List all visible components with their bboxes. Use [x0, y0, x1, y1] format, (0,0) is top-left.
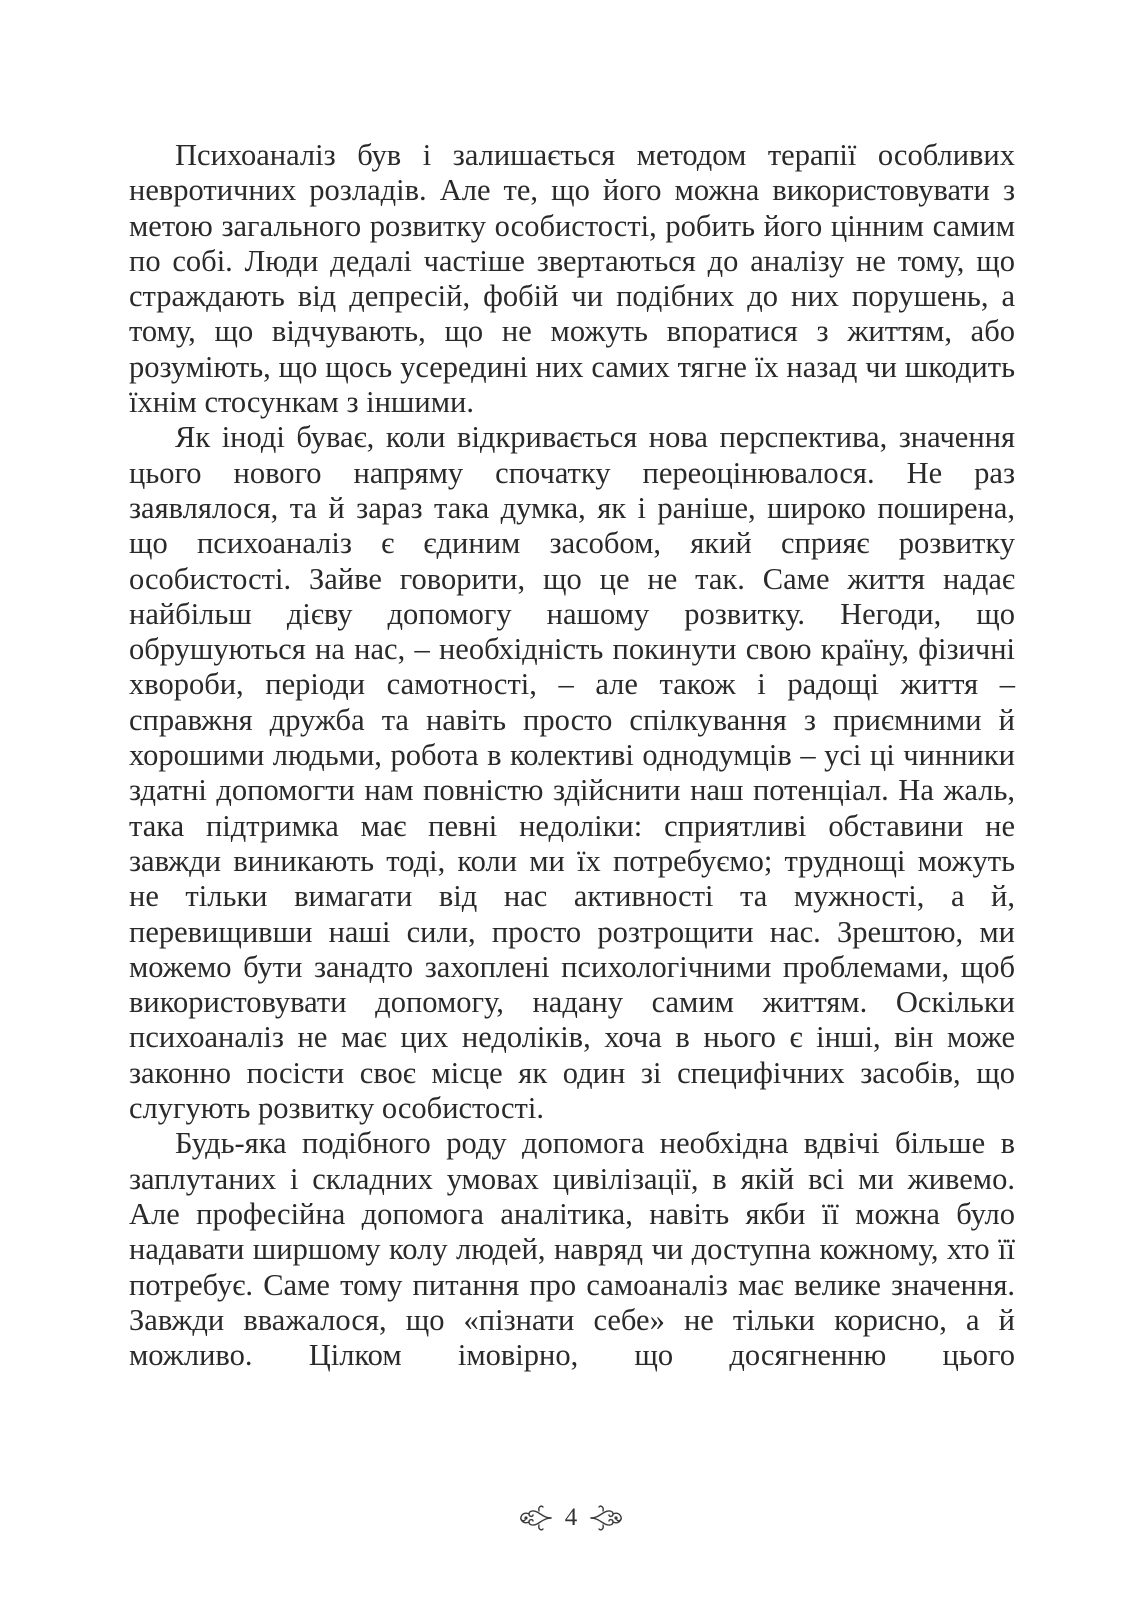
floral-flourish-left-icon: [517, 1503, 553, 1533]
paragraph-1: Психоаналіз був і залишається методом терапії особливих невротичних розладів. Але те, що його можна використовувати з метою загального розвитку особистості, робить його цінним самим по собі. Люди дедалі частіше звертаються до аналізу не тому, що страждають від депресій, фобій чи подібних до них порушень, а тому, що відчувають, що не можуть впоратися з життям, або розуміють, що щось усередині них самих тягне їх назад чи шкодить їхнім стосункам з іншими.: [129, 138, 1015, 420]
body-text: [129, 138, 1015, 1373]
page-number: 4: [564, 1504, 578, 1531]
page-footer: [0, 1500, 1142, 1536]
paragraph-2: Як іноді буває, коли відкривається нова перспектива, значення цього нового напряму спочатку переоцінювалося. Не раз заявлялося, та й зараз така думка, як і раніше, широко поширена, що психоаналіз є єдиним засобом, який сприяє розвитку особистості. Зайве говорити, що це не так. Саме життя надає найбільш дієву допомогу нашому розвитку. Негоди, що обрушуються на нас, – необхідність покинути свою країну, фізичні хвороби, періоди самотності, – але також і радощі життя – справжня дружба та навіть просто спілкування з приємними й хорошими людьми, робота в колективі однодумців – усі ці чинники здатні допомогти нам повністю здійснити наш потенціал. На жаль, така підтримка має певні недоліки: сприятливі обставини не завжди виникають тоді, коли ми їх потребуємо; труднощі можуть не тільки вимагати від нас активності та мужності, а й, перевищивши наші сили, просто розтрощити нас. Зрештою, ми можемо бути занадто захоплені психологічними проблемами, щоб використовувати допомогу, надану самим життям. Оскільки психоаналіз не має цих недоліків, хоча в нього є інші, він може законно посісти своє місце як один зі специфічних засобів, що слугують розвитку особистості.: [129, 420, 1015, 1126]
floral-flourish-right-icon: [589, 1503, 625, 1533]
paragraph-3: Будь-яка подібного роду допомога необхідна вдвічі більше в заплутаних і складних умовах цивілізації, в якій всі ми живемо. Але професійна допомога аналітика, навіть якби її можна було надавати ширшому колу людей, навряд чи доступна кожному, хто її потребує. Саме тому питання про самоаналіз має велике значення. Завжди вважалося, що «пізнати себе» не тільки корисно, а й можливо. Цілком імовірно, що досягненню цього: [129, 1126, 1015, 1373]
